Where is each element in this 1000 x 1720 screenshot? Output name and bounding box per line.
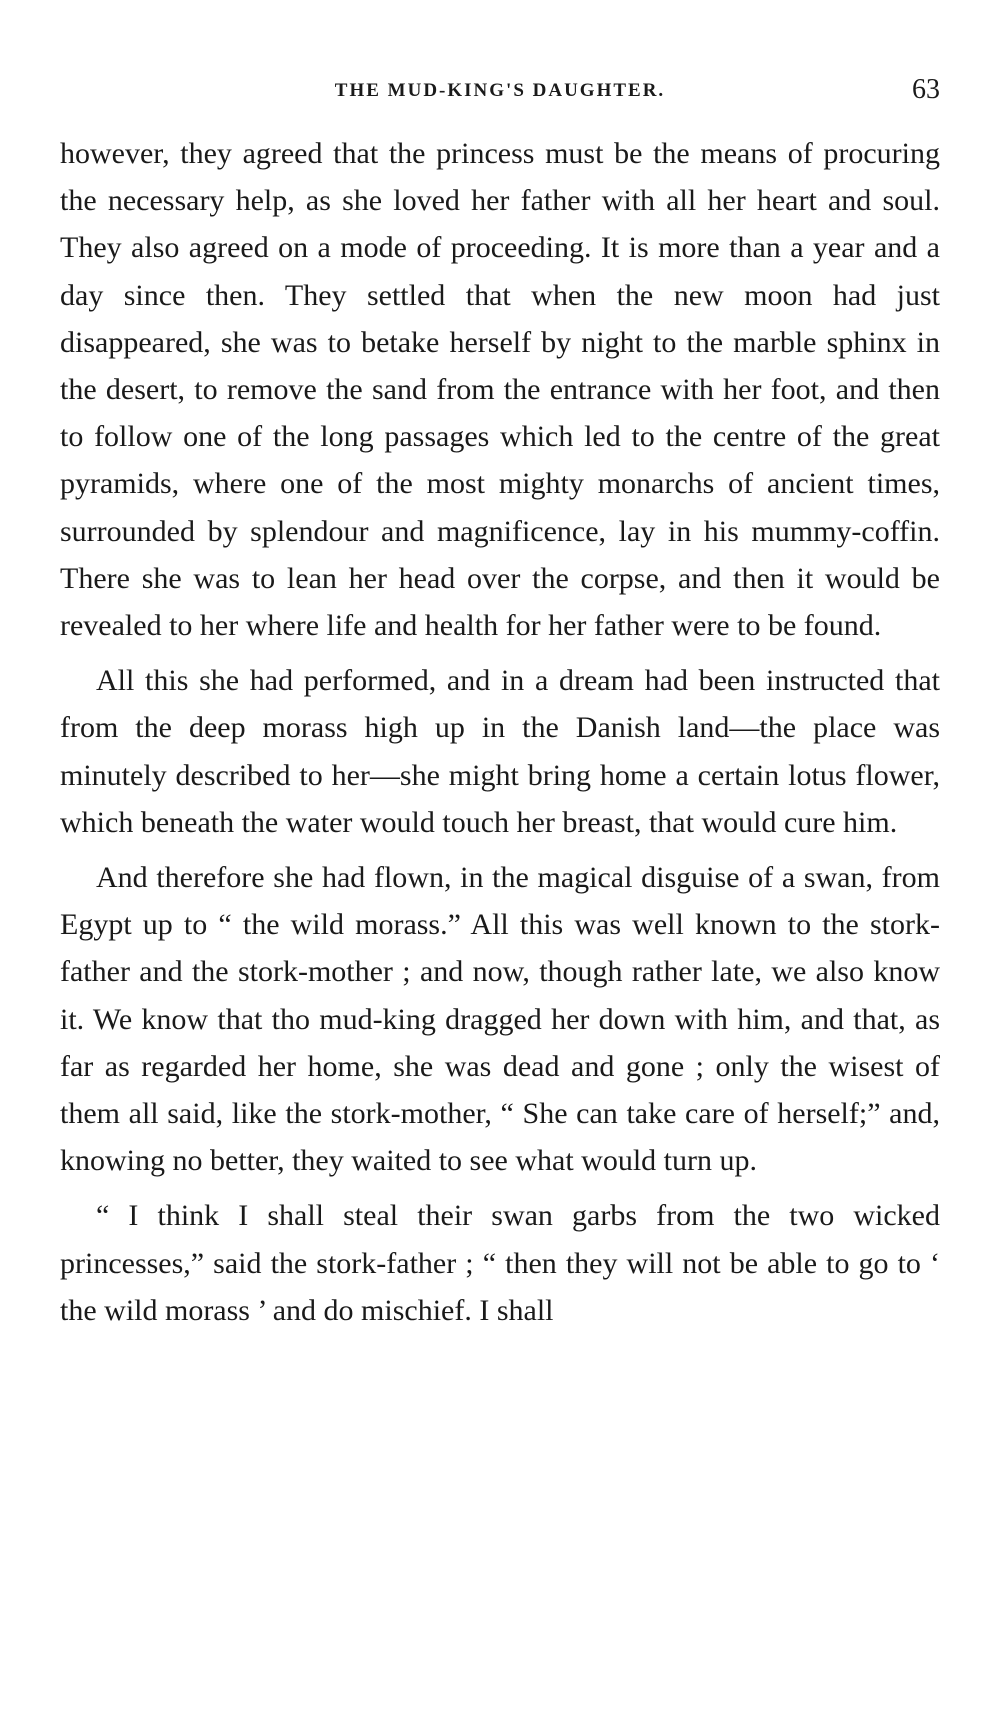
paragraph: And therefore she had flown, in the magical disguise of a swan, from Egypt up to “ the wild morass.” All this was well known to the stork-father and the stork-mother ; and now, though rather late, we also know it. We know that tho mud-king dragged her down with him, and that, as far as regarded her home, she was dead and gone ; only the wisest of them all said, like the stork-mother, “ She can take care of herself;” and, knowing no better, they waited to see what would turn up. [60,861,940,1178]
paragraph: “ I think I shall steal their swan garbs from the two wicked princesses,” said the stork-father ; “ then they will not be able to go to ‘ the wild morass ’ and do mischief. I shall [60,1199,940,1327]
page-number: 63 [912,74,940,105]
body-text [60,130,940,1342]
paragraph: All this she had performed, and in a dream had been instructed that from the deep morass high up in the Danish land—the place was minutely described to her—she might bring home a certain lotus flower, which beneath the water would touch her breast, that would cure him. [60,664,940,839]
paragraph-continued: however, they agreed that the princess must be the means of procuring the necessary help, as she loved her father with all her heart and soul. They also agreed on a mode of proceeding. It is more than a year and a day since then. They settled that when the new moon had just disappeared, she was to betake herself by night to the marble sphinx in the desert, to remove the sand from the entrance with her foot, and then to follow one of the long passages which led to the centre of the great pyramids, where one of the most mighty monarchs of ancient times, surrounded by splendour and magnificence, lay in his mummy-coffin. There she was to lean her head over the corpse, and then it would be revealed to her where life and health for her father were to be found. [60,137,940,643]
running-head [60,72,940,112]
running-title: THE MUD-KING'S DAUGHTER. [334,80,666,101]
